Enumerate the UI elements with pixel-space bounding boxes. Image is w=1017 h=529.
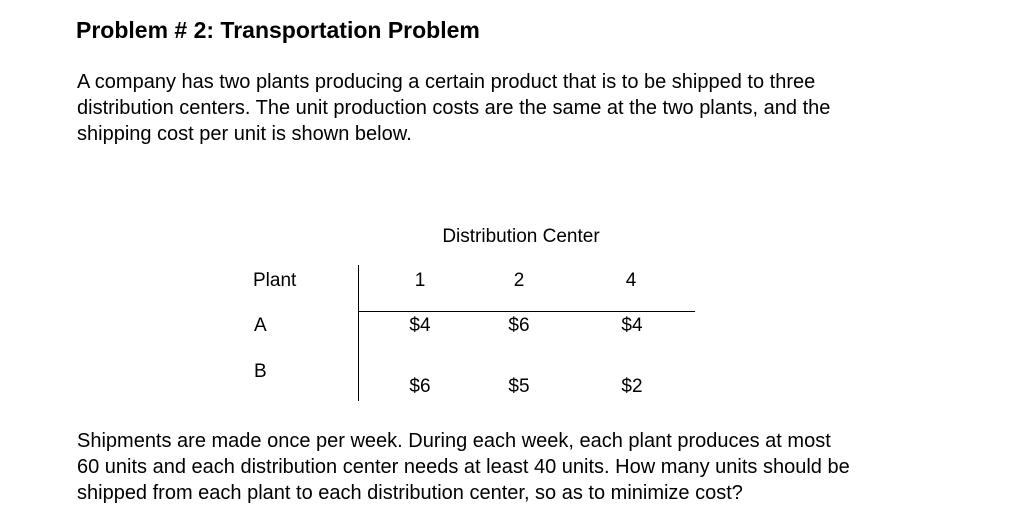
column-header-center: 1 bbox=[414, 270, 426, 291]
intro-line: distribution centers. The unit production costs are the same at the two plants, and the bbox=[77, 97, 831, 119]
question-line: shipped from each plant to each distribution center, so as to minimize cost? bbox=[77, 482, 743, 504]
intro-line: A company has two plants producing a certain product that is to be shipped to three bbox=[77, 71, 816, 93]
question-line: 60 units and each distribution center needs at least 40 units. How many units should be bbox=[77, 456, 850, 478]
distribution-center-header: Distribution Center bbox=[442, 226, 600, 247]
cost-cell: $4 bbox=[409, 315, 431, 336]
plant-label: B bbox=[254, 361, 267, 382]
intro-line: shipping cost per unit is shown below. bbox=[77, 123, 412, 145]
problem-question bbox=[77, 428, 850, 506]
cost-cell: $6 bbox=[409, 376, 431, 397]
cost-cell: $4 bbox=[621, 315, 643, 336]
table-vertical-divider bbox=[358, 265, 359, 401]
question-line: Shipments are made once per week. During each week, each plant produces at most bbox=[77, 430, 831, 452]
plant-header: Plant bbox=[253, 270, 297, 291]
plant-label: A bbox=[254, 315, 267, 336]
cost-cell: $5 bbox=[508, 376, 530, 397]
problem-title: Problem # 2: Transportation Problem bbox=[76, 17, 480, 43]
column-header-center: 2 bbox=[513, 270, 525, 291]
cost-cell: $2 bbox=[621, 376, 643, 397]
table-horizontal-divider bbox=[358, 311, 695, 312]
cost-cell: $6 bbox=[508, 315, 530, 336]
column-header-center: 4 bbox=[625, 270, 637, 291]
